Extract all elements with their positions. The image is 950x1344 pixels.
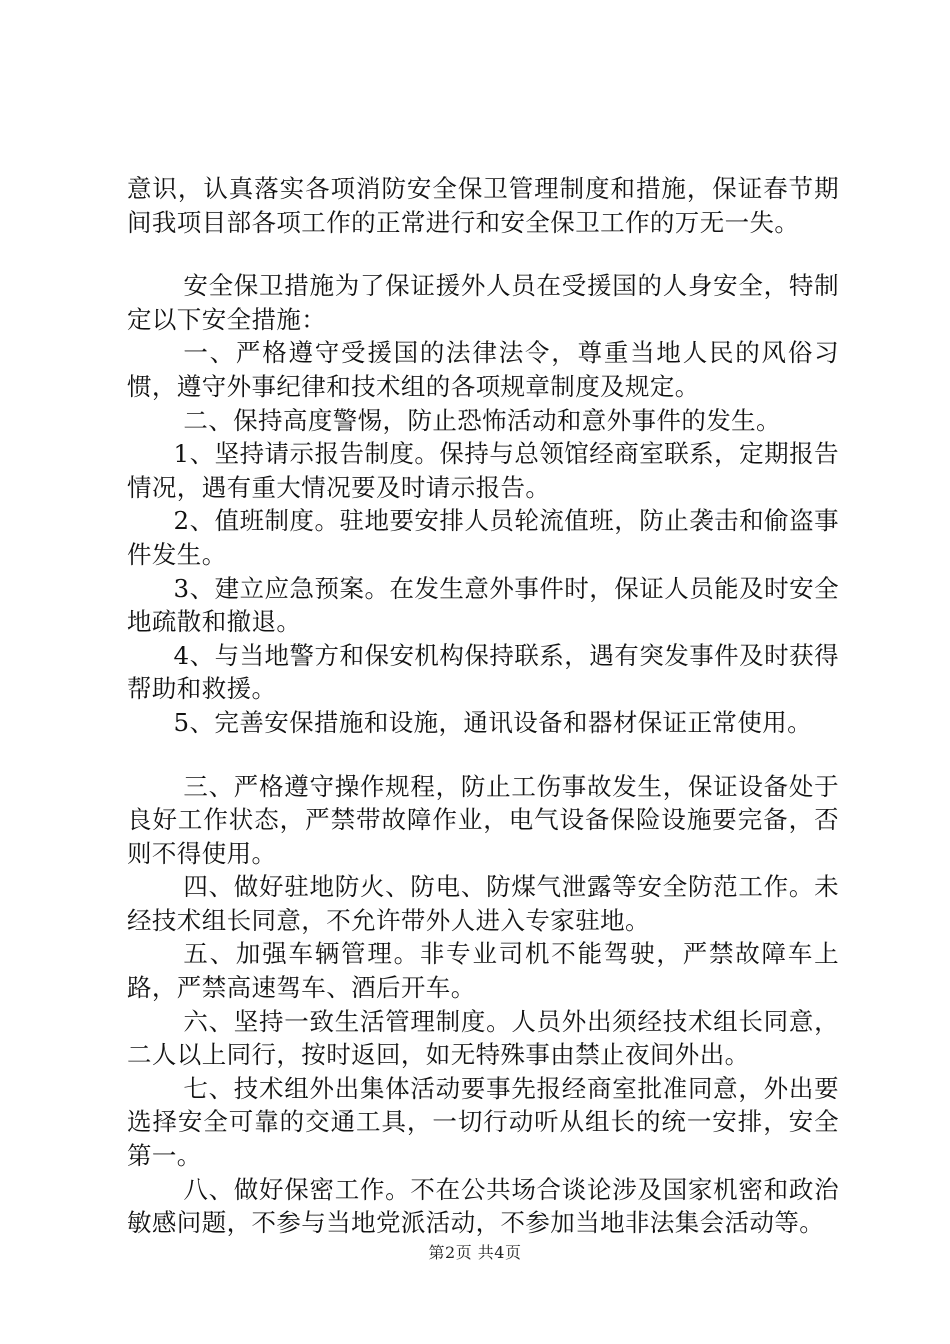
paragraph-item-4: 四、做好驻地防火、防电、防煤气泄露等安全防范工作。未经技术组长同意，不允许带外人进入专家驻地。	[127, 872, 839, 935]
paragraph-item-7: 七、技术组外出集体活动要事先报经商室批准同意，外出要选择安全可靠的交通工具，一切行动听从组长的统一安排，安全第一。	[127, 1073, 839, 1171]
paragraph-sub-2: 2、值班制度。驻地要安排人员轮流值班，防止袭击和偷盗事件发生。	[127, 506, 839, 569]
paragraph-sub-4: 4、与当地警方和保安机构保持联系，遇有突发事件及时获得帮助和救援。	[127, 640, 839, 704]
paragraph-intro: 安全保卫措施为了保证援外人员在受援国的人身安全，特制定以下安全措施：	[127, 271, 839, 334]
paragraph-continuation: 意识，认真落实各项消防安全保卫管理制度和措施，保证春节期间我项目部各项工作的正常进行和安全保卫工作的万无一失。	[127, 174, 839, 237]
paragraph-item-8: 八、做好保密工作。不在公共场合谈论涉及国家机密和政治敏感问题，不参与当地党派活动，不参加当地非法集会活动等。	[127, 1174, 839, 1238]
paragraph-item-5: 五、加强车辆管理。非专业司机不能驾驶，严禁故障车上路，严禁高速驾车、酒后开车。	[127, 939, 839, 1003]
paragraph-sub-1: 1、坚持请示报告制度。保持与总领馆经商室联系，定期报告情况，遇有重大情况要及时请示报告。	[127, 439, 839, 502]
document-body	[127, 172, 839, 1240]
paragraph-sub-3: 3、建立应急预案。在发生意外事件时，保证人员能及时安全地疏散和撤退。	[127, 573, 839, 637]
paragraph-item-2: 二、保持高度警惕，防止恐怖活动和意外事件的发生。	[183, 405, 781, 435]
page-number-footer: 第2页 共4页	[428, 1243, 522, 1262]
paragraph-item-1: 一、严格遵守受援国的法律法令，尊重当地人民的风俗习惯，遵守外事纪律和技术组的各项规章制度及规定。	[127, 338, 839, 401]
paragraph-item-6: 六、坚持一致生活管理制度。人员外出须经技术组长同意，二人以上同行，按时返回，如无特殊事由禁止夜间外出。	[127, 1006, 839, 1070]
paragraph-item-3: 三、严格遵守操作规程，防止工伤事故发生，保证设备处于良好工作状态，严禁带故障作业，电气设备保险设施要完备，否则不得使用。	[127, 771, 839, 868]
paragraph-sub-5: 5、完善安保措施和设施，通讯设备和器材保证正常使用。	[173, 707, 813, 737]
